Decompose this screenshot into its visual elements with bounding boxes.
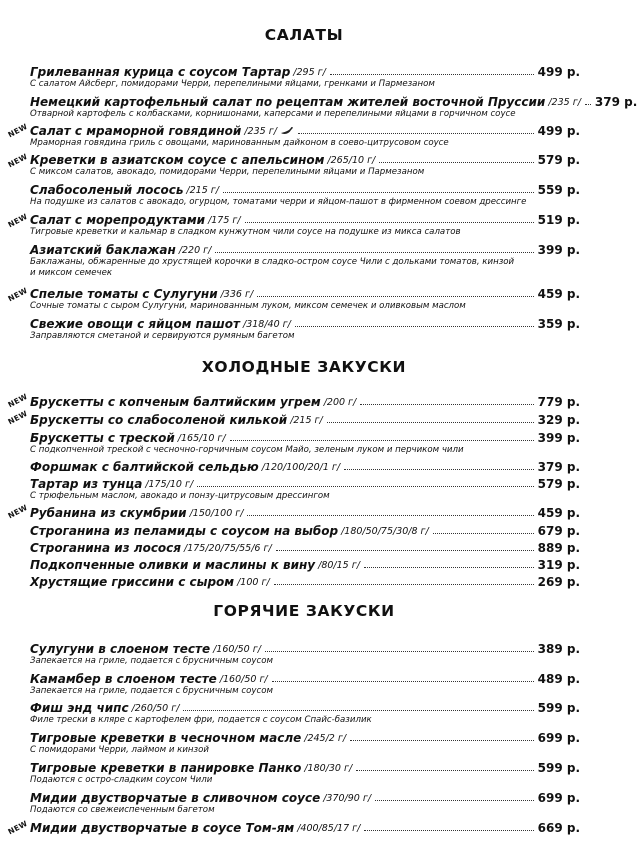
item-weight: /265/10 г/ [327,155,376,166]
new-badge: NEW [6,151,30,170]
item-name: Грилеванная курица с соусом Тартар [30,65,291,79]
dot-leader [298,133,534,134]
item-description: Запекается на гриле, подается с брусничным соусом [30,686,273,696]
item-description: Заправляются сметаной и сервируются румяным багетом [30,331,295,341]
item-name: Хрустящие гриссини с сыром [30,575,235,589]
menu-item [30,698,580,726]
menu-item [30,728,580,756]
item-price: 499 р. [537,65,580,79]
item-name: Строганина из лосося [30,541,181,555]
item-description: Отварной картофель с колбасками, корнишонами, каперсами и перепелиными яйцами в горчичном соусе [30,109,516,119]
item-weight: /80/15 г/ [318,560,360,571]
item-name: Брускетты с треской [30,431,175,445]
item-price: 489 р. [537,672,580,686]
item-price: 779 р. [537,395,580,409]
item-name: Подкопченные оливки и маслины к вину [30,558,316,572]
menu-item [30,284,580,312]
menu-item [30,758,580,786]
item-weight: /160/50 г/ [213,644,261,655]
chili-pepper-icon [280,126,294,136]
new-badge: NEW [6,391,30,410]
item-description: Подаются со свежеиспеченным багетом [30,805,215,815]
item-name: Сулугуни в слоеном тесте [30,642,211,656]
item-price: 579 р. [537,153,580,167]
item-name: Азиатский баклажан [30,243,176,257]
menu-item [30,788,580,816]
item-description: На подушке из салатов с авокадо, огурцом, томатами черри и яйцом-пашот в фирменном соевом дрессинге [30,197,527,207]
item-price: 889 р. [537,541,580,555]
item-price: 519 р. [537,213,580,227]
dot-leader [245,222,534,223]
item-weight: /175/20/75/55/6 г/ [184,543,272,554]
item-name: Спелые томаты с Сулугуни [30,287,218,301]
dot-leader [257,296,533,297]
item-description: Тигровые креветки и кальмар в сладком кунжутном чили соусе на подушке из микса салатов [30,227,461,237]
item-description: С салатом Айсберг, помидорами Черри, перепелиными яйцами, гренками и Пармезаном [30,79,435,89]
dot-leader [223,192,534,193]
menu-item [30,62,580,90]
item-weight: /336 г/ [220,289,254,300]
item-name: Свежие овощи с яйцом пашот [30,317,240,331]
dot-leader [364,830,533,831]
item-price: 679 р. [537,524,580,538]
item-price: 499 р. [537,124,580,138]
item-name: Фиш энд чипс [30,701,129,715]
item-description: С подкопченной треской с чесночно-горчичным соусом Майо, зеленым луком и перчиком чили [30,445,464,455]
item-price: 379 р. [594,95,637,109]
item-price: 319 р. [537,558,580,572]
dot-leader [265,651,534,652]
item-weight: /400/85/17 г/ [297,823,361,834]
menu-item [30,240,580,279]
menu-item [30,121,580,149]
menu-item [30,639,580,667]
dot-leader [272,681,534,682]
item-name: Строганина из пеламиды с соусом на выбор [30,524,339,538]
item-weight: /215 г/ [290,415,323,426]
item-price: 599 р. [537,761,580,775]
item-weight: /180/30 г/ [304,763,353,774]
item-price: 329 р. [537,413,580,427]
item-weight: /215 г/ [186,185,219,196]
menu-item [30,410,580,427]
item-description: Подаются с остро-сладким соусом Чили [30,775,213,785]
item-description: С трюфельным маслом, авокадо и понзу-цитрусовым дрессингом [30,491,330,501]
menu-item [30,474,580,502]
item-name: Рубанина из скумбрии [30,506,187,520]
dot-leader [276,550,534,551]
dot-leader [585,104,591,105]
dot-leader [247,515,533,516]
menu-item [30,538,580,555]
dot-leader [433,533,534,534]
item-price: 699 р. [537,791,580,805]
item-description: С помидорами Черри, лаймом и кинзой [30,745,209,755]
new-badge: NEW [6,502,30,521]
item-weight: /220 г/ [178,245,212,256]
item-price: 269 р. [537,575,580,589]
new-badge: NEW [6,408,30,427]
item-price: 669 р. [537,821,580,835]
item-weight: /370/90 г/ [323,793,372,804]
dot-leader [327,422,534,423]
item-weight: /175 г/ [208,215,241,226]
item-name: Креветки в азиатском соусе с апельсином [30,153,325,167]
item-weight: /180/50/75/30/8 г/ [341,526,429,537]
dot-leader [379,162,533,163]
item-name: Слабосоленый лосось [30,183,184,197]
menu-item [30,150,580,178]
item-price: 379 р. [537,460,580,474]
item-weight: /235 г/ [244,126,277,137]
item-weight: /245/2 г/ [304,733,347,744]
item-name: Тигровые креветки в панировке Панко [30,761,302,775]
menu-item [30,521,580,538]
item-name: Брускетты со слабосоленой килькой [30,413,288,427]
menu-item [30,457,580,474]
section-title-hot-snacks: ГОРЯЧИЕ ЗАКУСКИ [213,602,395,620]
item-name: Салат с мраморной говядиной [30,124,242,138]
item-weight: /175/10 г/ [145,479,194,490]
item-name: Немецкий картофельный салат по рецептам жителей восточной Пруссии [30,95,546,109]
item-price: 579 р. [537,477,580,491]
dot-leader [375,800,534,801]
dot-leader [360,404,533,405]
item-name: Камамбер в слоеном тесте [30,672,217,686]
item-description-line2: и миксом семечек [30,268,113,278]
item-name: Тигровые креветки в чесночном масле [30,731,302,745]
new-badge: NEW [6,285,30,304]
menu-item [30,392,580,409]
menu-item [30,314,580,342]
item-weight: /150/100 г/ [189,508,244,519]
dot-leader [295,326,534,327]
item-description: Запекается на гриле, подается с брусничным соусом [30,656,273,666]
section-title-salads: САЛАТЫ [264,26,344,44]
dot-leader [197,486,533,487]
item-weight: /318/40 г/ [243,319,291,330]
dot-leader [215,252,533,253]
menu-item [30,555,580,572]
item-weight: /160/50 г/ [219,674,268,685]
item-name: Мидии двустворчатые в сливочном соусе [30,791,321,805]
section-title-cold-snacks: ХОЛОДНЫЕ ЗАКУСКИ [201,358,407,376]
item-price: 459 р. [537,287,580,301]
dot-leader [356,770,533,771]
item-name: Мидии двустворчатые в соусе Том-ям [30,821,295,835]
item-weight: /260/50 г/ [131,703,180,714]
menu-item [30,428,580,456]
menu-item [30,669,580,697]
item-description: Баклажаны, обжаренные до хрустящей корочки в сладко-остром соусе Чили с дольками томатов, кинзой [30,257,515,267]
item-name: Тартар из тунца [30,477,143,491]
menu-item [30,180,580,208]
item-price: 399 р. [537,243,580,257]
item-weight: /200 г/ [323,397,357,408]
item-description: Филе трески в кляре с картофелем фри, подается с соусом Спайс-базилик [30,715,372,725]
item-description: С миксом салатов, авокадо, помидорами Черри, перепелиными яйцами и Пармезаном [30,167,425,177]
item-price: 599 р. [537,701,580,715]
item-price: 399 р. [537,431,580,445]
item-price: 699 р. [537,731,580,745]
dot-leader [330,74,534,75]
item-weight: /100 г/ [237,577,270,588]
menu-item [30,818,580,835]
item-description: Сочные томаты с сыром Сулугуни, маринованным луком, миксом семечек и оливковым маслом [30,301,466,311]
dot-leader [183,710,533,711]
dot-leader [350,740,534,741]
dot-leader [274,584,534,585]
item-weight: /165/10 г/ [177,433,226,444]
menu-item [30,210,580,238]
item-name: Брускетты с копченым балтийским угрем [30,395,321,409]
menu-item [30,92,637,120]
item-name: Форшмак с балтийской сельдью [30,460,259,474]
item-weight: /120/100/20/1 г/ [261,462,341,473]
new-badge: NEW [6,211,30,230]
item-price: 559 р. [537,183,580,197]
item-weight: /235 г/ [548,97,581,108]
item-price: 459 р. [537,506,580,520]
item-description: Мраморная говядина гриль с овощами, маринованным дайконом в соево-цитрусовом соусе [30,138,449,148]
item-weight: /295 г/ [293,67,326,78]
item-price: 359 р. [537,317,580,331]
new-badge: NEW [6,818,30,837]
item-price: 389 р. [537,642,580,656]
item-name: Салат с морепродуктами [30,213,206,227]
dot-leader [344,469,534,470]
dot-leader [364,567,534,568]
menu-item [30,503,580,520]
menu-item [30,572,580,589]
new-badge: NEW [6,121,30,140]
dot-leader [230,440,534,441]
